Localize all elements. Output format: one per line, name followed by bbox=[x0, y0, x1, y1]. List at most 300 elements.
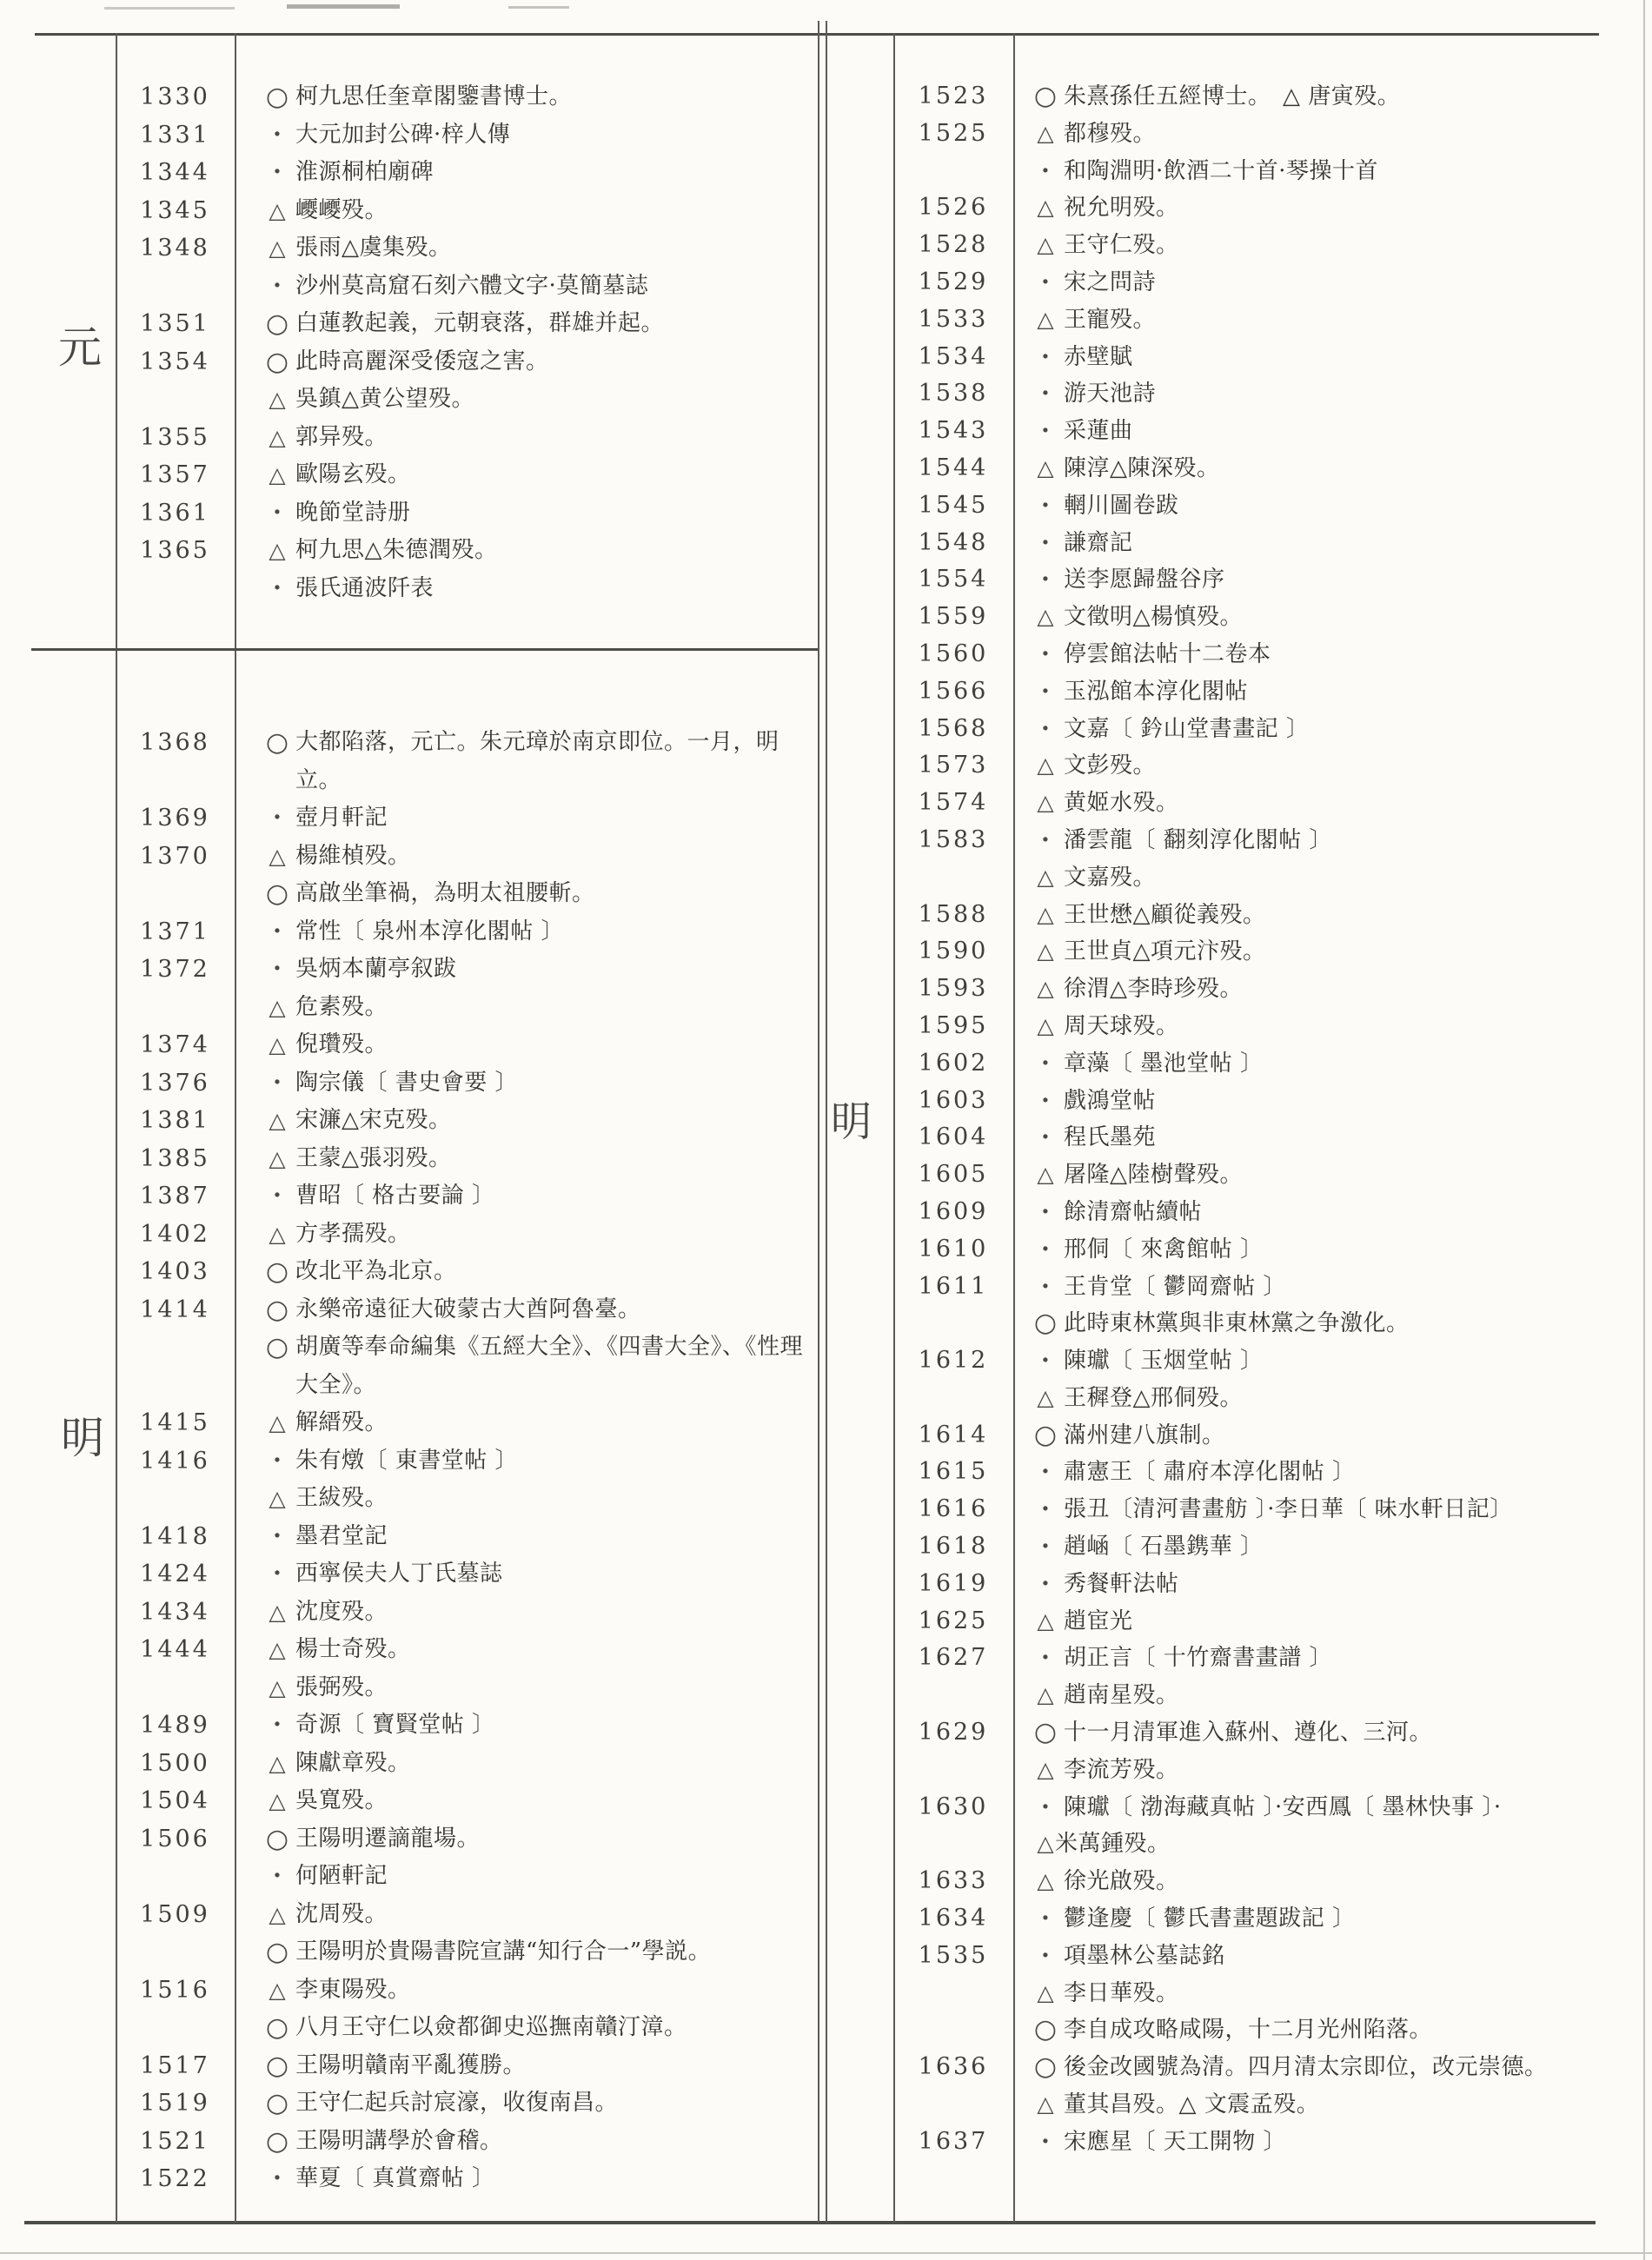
event-text: 李流芳殁。 bbox=[1064, 1756, 1179, 1783]
event-text: 郭异殁。 bbox=[295, 423, 388, 450]
timeline-row bbox=[893, 1266, 1628, 1307]
event-text: 歐陽玄殁。 bbox=[295, 461, 411, 487]
year-label: 1583 bbox=[918, 825, 989, 853]
timeline-row bbox=[116, 1442, 816, 1481]
event-marker: △ bbox=[1037, 2091, 1054, 2118]
event-text: 淮源桐柏廟碑 bbox=[295, 159, 435, 185]
event-text: 屠隆△陸樹聲殁。 bbox=[1064, 1162, 1243, 1189]
event-text: 趙宦光 bbox=[1064, 1607, 1133, 1634]
event-text: 常性〔 泉州本淳化閣帖 〕 bbox=[295, 918, 565, 944]
timeline-row bbox=[893, 1380, 1628, 1417]
event-marker: ○ bbox=[265, 727, 289, 758]
year-label: 1573 bbox=[918, 752, 989, 779]
event-text: 王陽明遷謫龍場。 bbox=[295, 1825, 481, 1852]
timeline-row bbox=[893, 522, 1628, 563]
page-edge-right bbox=[1643, 0, 1645, 2260]
timeline-row bbox=[893, 1417, 1628, 1455]
event-text: 周天球殁。 bbox=[1064, 1012, 1179, 1039]
event-text: 朱有燉〔 東書堂帖 〕 bbox=[295, 1447, 519, 1474]
event-marker: · bbox=[1039, 374, 1052, 414]
year-label: 1538 bbox=[918, 380, 989, 408]
event-text: 改北平為北京。 bbox=[295, 1258, 457, 1284]
timeline-row bbox=[116, 229, 816, 268]
timeline-row bbox=[893, 708, 1628, 749]
timeline-row bbox=[893, 227, 1628, 264]
year-label: 1414 bbox=[140, 1296, 210, 1323]
timeline-row bbox=[116, 419, 816, 457]
year-label: 1637 bbox=[918, 2127, 989, 2155]
timeline-row bbox=[116, 2009, 816, 2047]
timeline-row bbox=[893, 1305, 1628, 1342]
timeline-row bbox=[893, 1935, 1628, 1976]
event-marker: · bbox=[271, 152, 283, 192]
timeline-row bbox=[116, 1745, 816, 1783]
dynasty-label-ming-right: 明 bbox=[831, 1098, 872, 1146]
timeline-row bbox=[893, 1008, 1628, 1045]
event-marker: · bbox=[1039, 262, 1052, 302]
event-text: 文徵明△楊慎殁。 bbox=[1064, 604, 1243, 631]
year-label: 1525 bbox=[918, 119, 989, 147]
event-text: 吳鎮△黄公望殁。 bbox=[295, 386, 474, 412]
event-marker: △ bbox=[1037, 604, 1054, 630]
year-label: 1504 bbox=[140, 1787, 210, 1814]
event-marker: · bbox=[1039, 150, 1052, 191]
event-text: 和陶淵明·飲酒二十首·琴操十首 bbox=[1064, 157, 1379, 184]
event-marker: △ bbox=[269, 1674, 286, 1700]
year-label: 1611 bbox=[918, 1272, 989, 1300]
event-text: 張丑〔清河書畫舫 〕·李日華〔 味水軒日記〕 bbox=[1064, 1496, 1513, 1523]
event-text: 徐光啟殁。 bbox=[1064, 1868, 1179, 1895]
event-text: 采蓮曲 bbox=[1064, 418, 1133, 445]
timeline-row bbox=[893, 599, 1628, 636]
event-text: 解縉殁。 bbox=[295, 1409, 388, 1435]
event-marker: △ bbox=[1037, 306, 1054, 332]
year-label: 1370 bbox=[140, 842, 210, 870]
event-text: 陶宗儀〔 書史會要 〕 bbox=[295, 1069, 519, 1096]
event-marker: ○ bbox=[1033, 1717, 1058, 1748]
event-marker: · bbox=[1039, 708, 1052, 749]
event-marker: · bbox=[1039, 1229, 1052, 1269]
event-text: 陳獻章殁。 bbox=[295, 1749, 411, 1776]
event-text: 徐渭△李時珍殁。 bbox=[1064, 976, 1243, 1003]
dynasty-section-divider bbox=[31, 648, 818, 651]
year-label: 1619 bbox=[918, 1569, 989, 1597]
timeline-row bbox=[893, 819, 1628, 860]
event-text: 楊維楨殁。 bbox=[295, 842, 411, 869]
event-text: 沙州莫高窟石刻六體文字·莫簡墓誌 bbox=[295, 272, 649, 299]
timeline-row bbox=[893, 450, 1628, 487]
year-label: 1381 bbox=[140, 1107, 210, 1134]
event-text: 張雨△虞集殁。 bbox=[295, 235, 452, 261]
event-marker: △ bbox=[1037, 1756, 1054, 1782]
timeline-row bbox=[893, 1119, 1628, 1157]
dynasty-label-yuan: 元 bbox=[58, 322, 102, 373]
event-text: 沈度殁。 bbox=[295, 1598, 388, 1625]
year-label: 1517 bbox=[140, 2051, 210, 2079]
event-marker: △ bbox=[269, 1901, 286, 1927]
event-text: 吳炳本蘭亭叙跋 bbox=[295, 956, 457, 982]
event-marker: ○ bbox=[265, 2088, 289, 2118]
event-text: 王世懋△顧從義殁。 bbox=[1064, 901, 1266, 928]
timeline-row bbox=[893, 1342, 1628, 1380]
event-text: 王守仁起兵討宸濠，收復南昌。 bbox=[295, 2090, 619, 2116]
year-label: 1344 bbox=[140, 159, 210, 186]
year-label: 1614 bbox=[918, 1421, 989, 1448]
event-text: 王紱殁。 bbox=[295, 1485, 388, 1511]
timeline-row bbox=[116, 1858, 816, 1896]
year-label: 1348 bbox=[140, 235, 210, 262]
event-marker: · bbox=[271, 798, 283, 838]
year-label: 1351 bbox=[140, 310, 210, 337]
timeline-row bbox=[893, 785, 1628, 822]
event-text: 張氏通波阡表 bbox=[295, 574, 435, 601]
event-text: 墨君堂記 bbox=[295, 1522, 388, 1549]
event-text: 李自成攻略咸陽，十二月光州陷落。 bbox=[1064, 2017, 1433, 2044]
year-label: 1500 bbox=[140, 1749, 210, 1777]
event-text: 陳淳△陳深殁。 bbox=[1064, 454, 1220, 481]
timeline-row bbox=[116, 2160, 816, 2198]
event-text: 輞川圖卷跋 bbox=[1064, 492, 1179, 519]
timeline-row bbox=[116, 1329, 816, 1404]
timeline-row bbox=[893, 747, 1628, 785]
year-label: 1506 bbox=[140, 1825, 210, 1852]
timeline-row bbox=[893, 78, 1628, 116]
event-marker: · bbox=[271, 1176, 283, 1216]
event-text: 十一月清軍進入蘇州、遵化、三河。 bbox=[1064, 1720, 1433, 1746]
year-label: 1548 bbox=[918, 528, 989, 556]
timeline-row bbox=[116, 799, 816, 838]
timeline-row bbox=[116, 116, 816, 155]
event-marker: · bbox=[1039, 485, 1052, 526]
event-text: 肅憲王〔 肅府本淳化閣帖 〕 bbox=[1064, 1459, 1356, 1486]
event-marker: · bbox=[1039, 411, 1052, 452]
timeline-row bbox=[893, 1752, 1628, 1789]
year-label: 1385 bbox=[140, 1144, 210, 1172]
event-text: 王陽明講學於會稽。 bbox=[295, 2127, 503, 2154]
year-label: 1627 bbox=[918, 1644, 989, 1672]
event-text: 王蒙△張羽殁。 bbox=[295, 1144, 452, 1171]
event-marker: △ bbox=[269, 1410, 286, 1435]
timeline-row bbox=[893, 933, 1628, 971]
year-label: 1554 bbox=[918, 566, 989, 593]
event-marker: △ bbox=[269, 1108, 286, 1133]
timeline-row bbox=[116, 78, 816, 116]
year-label: 1633 bbox=[918, 1867, 989, 1895]
event-text: 胡廣等奉命編集《五經大全》、《四書大全》、《性理大全》。 bbox=[295, 1334, 804, 1398]
event-text: 王世貞△項元汴殁。 bbox=[1064, 938, 1266, 965]
year-label: 1529 bbox=[918, 268, 989, 295]
event-marker: ○ bbox=[265, 1937, 289, 1967]
event-text: 宋應星〔 天工開物 〕 bbox=[1064, 2128, 1287, 2155]
year-label: 1534 bbox=[918, 342, 989, 370]
year-label: 1630 bbox=[918, 1793, 989, 1820]
event-marker: △ bbox=[269, 994, 286, 1020]
event-text: 大元加封公碑·梓人傳 bbox=[295, 121, 511, 148]
timeline-row bbox=[893, 413, 1628, 450]
timeline-row bbox=[116, 1480, 816, 1518]
year-label: 1609 bbox=[918, 1197, 989, 1225]
ming-rows-left bbox=[116, 724, 816, 2198]
event-marker: ○ bbox=[265, 2050, 289, 2081]
event-text: 壺月軒記 bbox=[295, 805, 388, 831]
event-text: 王陽明於貴陽書院宣講“知行合一”學説。 bbox=[295, 1939, 712, 1965]
timeline-row bbox=[893, 1231, 1628, 1269]
event-text: 王守仁殁。 bbox=[1064, 232, 1179, 259]
timeline-row bbox=[116, 1404, 816, 1442]
event-text: 謙齋記 bbox=[1064, 529, 1133, 556]
timeline-row bbox=[893, 633, 1628, 674]
event-text: 楊士奇殁。 bbox=[295, 1636, 411, 1662]
event-marker: ○ bbox=[265, 82, 289, 112]
timeline-row bbox=[893, 1491, 1628, 1528]
year-label: 1523 bbox=[918, 83, 989, 109]
event-text: 白蓮教起義，元朝衰落，群雄并起。 bbox=[295, 310, 665, 336]
event-marker: △ bbox=[1037, 1607, 1054, 1634]
year-label: 1629 bbox=[918, 1719, 989, 1746]
timeline-row bbox=[116, 951, 816, 989]
event-text: 奇源〔 寶賢堂帖 〕 bbox=[295, 1712, 495, 1738]
event-marker: · bbox=[271, 1515, 283, 1556]
year-label: 1526 bbox=[918, 194, 989, 222]
event-text: 大都陷落，元亡。朱元璋於南京即位。一月，明立。 bbox=[295, 729, 780, 793]
event-text: 祝允明殁。 bbox=[1064, 195, 1179, 222]
year-label: 1354 bbox=[140, 348, 210, 375]
event-marker: · bbox=[271, 265, 283, 306]
timeline-row bbox=[116, 343, 816, 381]
event-marker: △ bbox=[269, 1788, 286, 1813]
event-marker: · bbox=[1039, 1786, 1052, 1827]
year-label: 1612 bbox=[918, 1347, 989, 1375]
event-marker: · bbox=[1039, 1191, 1052, 1232]
year-label: 1369 bbox=[140, 805, 210, 832]
timeline-row bbox=[893, 2049, 1628, 2086]
event-text: 陳瓛〔 玉烟堂帖 〕 bbox=[1064, 1348, 1264, 1375]
timeline-row bbox=[893, 1080, 1628, 1121]
timeline-row bbox=[893, 673, 1628, 711]
event-marker: · bbox=[1039, 671, 1052, 712]
year-label: 1371 bbox=[140, 918, 210, 945]
event-marker: ○ bbox=[1033, 2014, 1058, 2045]
event-text: 停雲館法帖十二卷本 bbox=[1064, 640, 1271, 667]
event-text: 吳寬殁。 bbox=[295, 1787, 388, 1813]
timeline-row bbox=[116, 1026, 816, 1064]
event-text: 後金改國號為清。四月清太宗即位，改元崇德。 bbox=[1064, 2054, 1548, 2081]
event-text: 張弼殁。 bbox=[295, 1673, 388, 1700]
timeline-row bbox=[116, 1782, 816, 1820]
year-label: 1588 bbox=[918, 900, 989, 928]
event-text: 王寵殁。 bbox=[1064, 306, 1157, 333]
timeline-row bbox=[116, 2047, 816, 2085]
year-label: 1528 bbox=[918, 231, 989, 259]
event-text: 黄姬水殁。 bbox=[1064, 790, 1179, 817]
timeline-row bbox=[893, 1528, 1628, 1566]
event-text: 倪瓚殁。 bbox=[295, 1031, 388, 1057]
timeline-row bbox=[116, 1820, 816, 1859]
year-label: 1424 bbox=[140, 1561, 210, 1587]
event-text: 滿州建八旗制。 bbox=[1064, 1422, 1225, 1448]
event-text: 此時東林黨與非東林黨之争激化。 bbox=[1064, 1310, 1410, 1337]
timeline-row bbox=[893, 264, 1628, 302]
event-text: 都穆殁。 bbox=[1064, 120, 1157, 147]
event-marker: ○ bbox=[1033, 1419, 1058, 1450]
timeline-row bbox=[893, 897, 1628, 934]
year-label: 1545 bbox=[918, 491, 989, 519]
event-marker: △ bbox=[1037, 232, 1054, 258]
event-text: 王穉登△邢侗殁。 bbox=[1064, 1384, 1243, 1411]
event-text: 王肯堂〔 鬱岡齋帖 〕 bbox=[1064, 1273, 1287, 1300]
event-text: 王陽明贛南平亂獲勝。 bbox=[295, 2051, 527, 2078]
year-label: 1376 bbox=[140, 1069, 210, 1097]
year-label: 1403 bbox=[140, 1258, 210, 1285]
year-label: 1521 bbox=[140, 2127, 210, 2155]
timeline-row bbox=[116, 532, 816, 570]
center-double-divider-a bbox=[818, 21, 819, 2223]
timeline-row bbox=[893, 1157, 1628, 1194]
event-marker: · bbox=[1039, 1638, 1052, 1679]
event-text: 米萬鍾殁。 bbox=[1055, 1831, 1171, 1858]
timeline-row bbox=[116, 1631, 816, 1669]
timeline-row bbox=[116, 1555, 816, 1594]
event-text: 潘雲龍〔 翻刻淳化閣帖 〕 bbox=[1064, 826, 1333, 853]
timeline-row bbox=[893, 1677, 1628, 1714]
event-text: 餘清齋帖續帖 bbox=[1064, 1198, 1203, 1225]
event-marker: ○ bbox=[265, 308, 289, 339]
yuan-rows bbox=[116, 78, 816, 607]
year-label: 1574 bbox=[918, 789, 989, 817]
year-label: 1625 bbox=[918, 1607, 989, 1634]
event-marker: ○ bbox=[1033, 1308, 1058, 1339]
timeline-row bbox=[893, 1640, 1628, 1677]
event-marker: · bbox=[1039, 819, 1052, 860]
event-text: 巎巎殁。 bbox=[295, 196, 388, 223]
year-label: 1535 bbox=[918, 1941, 989, 1969]
year-label: 1355 bbox=[140, 423, 210, 451]
year-label: 1368 bbox=[140, 729, 210, 756]
event-marker: △ bbox=[1037, 1384, 1054, 1410]
event-text: 宋之問詩 bbox=[1064, 268, 1157, 295]
year-label: 1402 bbox=[140, 1220, 210, 1248]
timeline-row bbox=[116, 1253, 816, 1291]
timeline-row bbox=[893, 1563, 1628, 1604]
event-marker: · bbox=[271, 1856, 283, 1896]
event-text: 陳瓛〔 渤海藏真帖 〕·安西鳳〔 墨林快事 〕· bbox=[1064, 1793, 1502, 1820]
event-marker: △ bbox=[269, 843, 286, 869]
year-label: 1615 bbox=[918, 1458, 989, 1486]
event-text: 華夏〔 真賞齋帖 〕 bbox=[295, 2165, 495, 2191]
event-marker: △ bbox=[1037, 1162, 1054, 1188]
dynasty-label-ming-left: 明 bbox=[61, 1413, 104, 1463]
event-marker: △ bbox=[269, 197, 286, 223]
timeline-row bbox=[893, 375, 1628, 413]
year-label: 1533 bbox=[918, 305, 989, 333]
event-marker: △ bbox=[1037, 976, 1054, 1002]
event-text: 朱熹孫任五經博士。 △ 唐寅殁。 bbox=[1064, 83, 1401, 109]
timeline-row bbox=[893, 487, 1628, 525]
timeline-row bbox=[116, 1594, 816, 1632]
event-marker: · bbox=[1039, 1452, 1052, 1493]
event-marker: △ bbox=[269, 387, 286, 412]
timeline-row bbox=[893, 2011, 1628, 2049]
event-marker: · bbox=[271, 1705, 283, 1745]
timeline-row bbox=[116, 1707, 816, 1745]
year-label: 1605 bbox=[918, 1161, 989, 1189]
event-text: 文嘉殁。 bbox=[1064, 864, 1157, 891]
event-marker: △ bbox=[269, 1032, 286, 1057]
event-marker: ○ bbox=[265, 1823, 289, 1854]
center-double-divider-b bbox=[826, 21, 827, 2223]
event-marker: △ bbox=[1037, 195, 1054, 221]
timeline-row bbox=[893, 116, 1628, 153]
event-marker: · bbox=[271, 2158, 283, 2198]
event-marker: △ bbox=[269, 462, 286, 487]
event-marker: △ bbox=[1037, 1979, 1054, 2005]
page-edge-bottom bbox=[0, 2252, 1652, 2254]
timeline-row bbox=[893, 2121, 1628, 2162]
year-label: 1357 bbox=[140, 461, 210, 488]
timeline-row bbox=[116, 913, 816, 951]
timeline-row bbox=[893, 2086, 1628, 2124]
event-marker: · bbox=[1039, 1489, 1052, 1530]
event-text: 戲鴻堂帖 bbox=[1064, 1087, 1157, 1114]
year-label: 1516 bbox=[140, 1976, 210, 2004]
event-marker: · bbox=[271, 492, 283, 533]
year-label: 1522 bbox=[140, 2165, 210, 2192]
year-label: 1374 bbox=[140, 1031, 210, 1058]
event-marker: · bbox=[1039, 1527, 1052, 1567]
event-marker: · bbox=[1039, 336, 1052, 377]
timeline-row bbox=[893, 859, 1628, 897]
timeline-row bbox=[116, 875, 816, 913]
event-marker: ○ bbox=[265, 1256, 289, 1287]
timeline-row bbox=[116, 724, 816, 799]
event-marker: · bbox=[1039, 560, 1052, 600]
event-marker: · bbox=[271, 567, 283, 608]
event-text: 高啟坐筆禍，為明太祖腰斬。 bbox=[295, 880, 595, 906]
event-text: 危素殁。 bbox=[295, 993, 388, 1020]
event-text: 胡正言〔 十竹齋書畫譜 〕 bbox=[1064, 1645, 1333, 1672]
timeline-row bbox=[116, 2123, 816, 2161]
event-marker: · bbox=[1039, 1563, 1052, 1604]
year-label: 1509 bbox=[140, 1900, 210, 1928]
event-marker: ○ bbox=[1033, 81, 1058, 111]
event-marker: · bbox=[1039, 1266, 1052, 1307]
year-label: 1372 bbox=[140, 956, 210, 983]
timeline-row bbox=[893, 1045, 1628, 1083]
timeline-row bbox=[116, 567, 816, 608]
event-marker: △ bbox=[269, 1221, 286, 1247]
scan-artifact-3 bbox=[508, 6, 569, 9]
timeline-row bbox=[116, 989, 816, 1027]
timeline-row bbox=[893, 971, 1628, 1008]
event-marker: △ bbox=[1037, 1868, 1054, 1894]
timeline-row bbox=[116, 154, 816, 192]
event-marker: △ bbox=[1037, 454, 1054, 480]
timeline-row bbox=[116, 1896, 816, 1934]
timeline-row bbox=[116, 1933, 816, 1972]
timeline-row bbox=[116, 456, 816, 494]
event-text: 柯九思△朱德潤殁。 bbox=[295, 537, 498, 563]
timeline-row bbox=[893, 1826, 1628, 1863]
event-text: 秀餐軒法帖 bbox=[1064, 1570, 1179, 1597]
year-label: 1618 bbox=[918, 1533, 989, 1561]
timeline-row bbox=[893, 1191, 1628, 1232]
year-label: 1603 bbox=[918, 1086, 989, 1114]
year-label: 1616 bbox=[918, 1495, 989, 1523]
timeline-row bbox=[116, 192, 816, 230]
year-label: 1595 bbox=[918, 1011, 989, 1039]
event-marker: △ bbox=[269, 424, 286, 450]
year-label: 1365 bbox=[140, 537, 210, 564]
